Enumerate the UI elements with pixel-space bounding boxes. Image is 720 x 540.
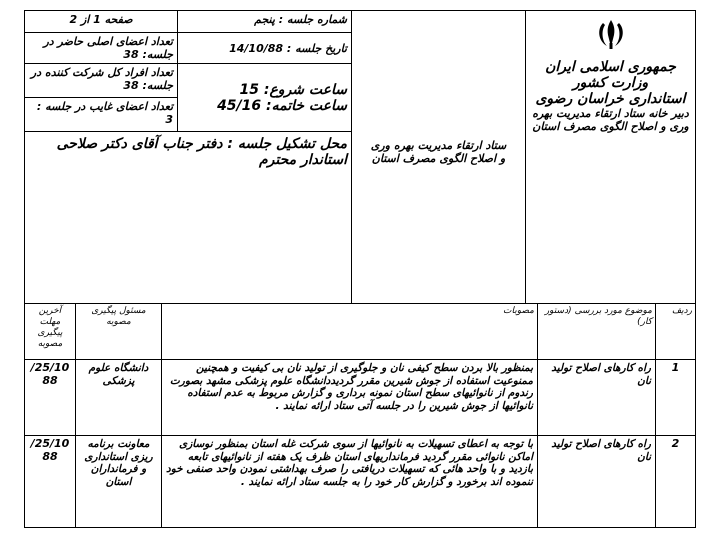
time-cell <box>178 64 352 132</box>
header-table <box>24 10 696 304</box>
row-number: 2 <box>656 436 696 528</box>
row-topic: راه کارهای اصلاح تولید نان <box>538 360 656 436</box>
minutes-document <box>24 10 695 530</box>
table-row <box>25 436 696 528</box>
col-header-deadline: آخرین مهلت پیگیری مصوبه <box>25 304 76 360</box>
start-time: ساعت شروع: 15 <box>239 81 347 98</box>
iran-emblem-icon <box>530 17 691 59</box>
row-topic: راه کارهای اصلاح تولید نان <box>538 436 656 528</box>
row-resolution: بمنظور بالا بردن سطح کیفی نان و جلوگیری از تولید نان بی کیفیت و همچنین ممنوعیت استفاده از جوش شیرین مقرر گردیددانشگاه علوم پزشکی مشهد بصورت رندوم از نانوائیهای سطح استان نمونه برداری و گزارش مربوط به عدم استفاده نانوائیها از جوش شیرین را در جلسه آتی ستاد ارائه نمایند . <box>162 360 538 436</box>
org-line-2: وزارت کشور <box>572 75 649 91</box>
col-header-resolution: مصوبات <box>162 304 538 360</box>
row-deadline: 25/10/ 88 <box>25 360 76 436</box>
committee-cell <box>352 11 526 304</box>
location: محل تشکیل جلسه : دفتر جناب آقای دکتر صلاحی استاندار محترم <box>25 132 352 304</box>
org-line-3: استانداری خراسان رضوی <box>535 91 686 107</box>
page-number: صفحه 1 از 2 <box>25 11 178 33</box>
row-responsible: معاونت برنامه ریزی استانداری و فرمانداران استان <box>76 436 162 528</box>
row-deadline: 25/10/ 88 <box>25 436 76 528</box>
members-absent: تعداد اعضای غایب در جلسه : 3 <box>25 98 178 132</box>
committee-line-1: ستاد ارتقاء مدیریت بهره وری <box>370 139 507 152</box>
table-row <box>25 360 696 436</box>
org-block <box>526 11 696 304</box>
resolutions-table <box>24 303 696 528</box>
meeting-number: شماره جلسه : پنجم <box>178 11 352 33</box>
col-header-responsible: مسئول پیگیری مصوبه <box>76 304 162 360</box>
row-responsible: دانشگاه علوم پزشکی <box>76 360 162 436</box>
col-header-row-no: ردیف <box>656 304 696 360</box>
end-time: ساعت خاتمه: 45/16 <box>217 97 347 114</box>
participants-total: تعداد افراد کل شرکت کننده در جلسه: 38 <box>25 64 178 98</box>
members-present: تعداد اعضای اصلی حاضر در جلسه: 38 <box>25 33 178 64</box>
org-line-1: جمهوری اسلامی ایران <box>545 59 676 75</box>
row-resolution: با توجه به اعطای تسهیلات به نانوائیها از سوی شرکت غله استان بمنظور نوسازی اماکن نانوائی مقرر گردید فرمانداریهای استان ظرف یک هفته از نانوائیهای تابعه بازدید و با واحد هائی که تسهیلات دریافتی را صرف بهداشتی نمودن واحد صنفی خود ننموده اند برخورد و گزارش کار خود را به جلسه ستاد ارائه نمایند . <box>162 436 538 528</box>
row-number: 1 <box>656 360 696 436</box>
col-header-topic: موضوع مورد بررسی (دستور کار) <box>538 304 656 360</box>
committee-line-2: و اصلاح الگوی مصرف استان <box>371 152 506 165</box>
meeting-date: تاریخ جلسه : 14/10/88 <box>178 33 352 64</box>
secretariat-label: دبیر خانه ستاد ارتقاء مدیریت بهره وری و اصلاح الگوی مصرف استان <box>532 107 689 133</box>
